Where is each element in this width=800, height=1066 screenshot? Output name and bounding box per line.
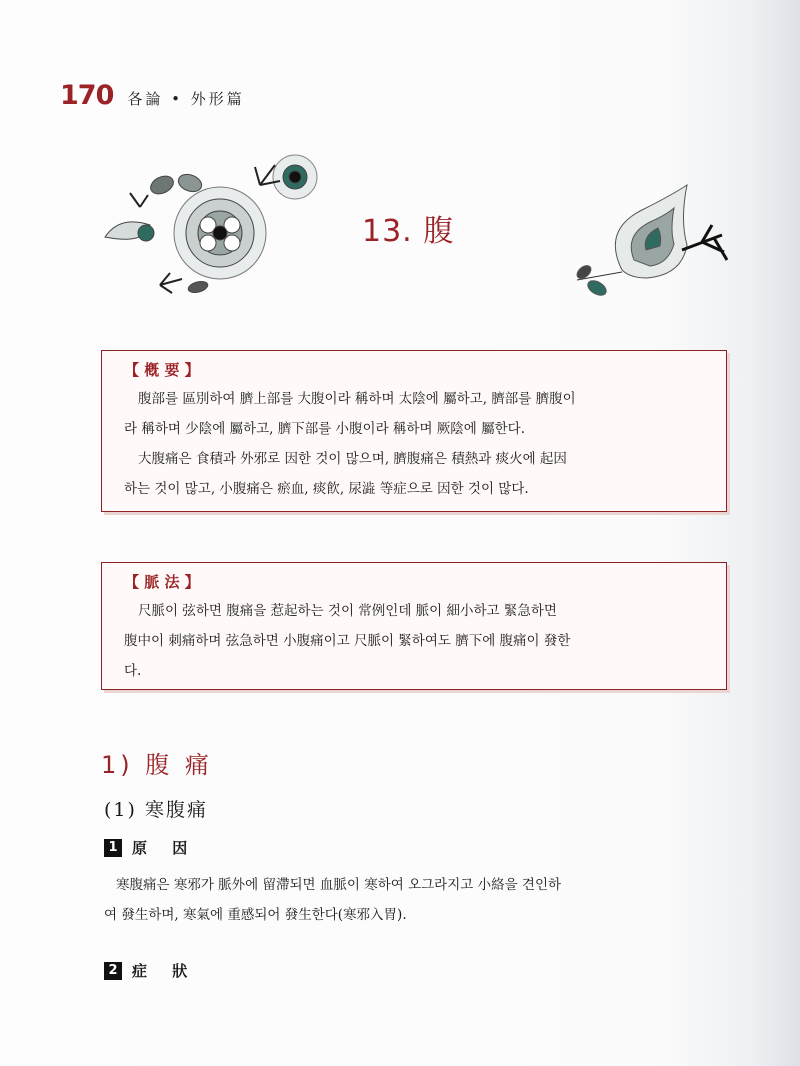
running-title: 各論 • 外形篇 [127,90,245,108]
subsection-heading: (1) 寒腹痛 [104,799,208,821]
overview-paragraph: 하는 것이 많고, 小腹痛은 瘀血, 痰飮, 尿澁 等症으로 因한 것이 많다. [124,481,529,497]
number-badge: 1 [104,839,122,857]
paisley-ornament-right [562,180,732,305]
pulse-paragraph: 尺脈이 弦하면 腹痛을 惹起하는 것이 常例인데 脈이 細小하고 緊急하면 [138,603,557,619]
chapter-title: 13. 腹 [362,214,455,249]
item-heading-symptoms [104,960,197,981]
body-line: 寒腹痛은 寒邪가 脈外에 留滯되면 血脈이 寒하여 오그라지고 小絡을 견인하 [116,877,562,893]
cause-body-text [104,870,730,930]
pulse-method-box [101,562,727,690]
overview-box-title: 【 槪 要 】 [124,361,200,379]
section-heading: 1) 腹 痛 [101,751,213,779]
overview-paragraph: 大腹痛은 食積과 外邪로 因한 것이 많으며, 臍腹痛은 積熱과 痰火에 起因 [138,451,567,467]
pulse-paragraph: 腹中이 刺痛하며 弦急하면 小腹痛이고 尺脈이 緊하여도 臍下에 腹痛이 發한 [124,633,571,649]
overview-paragraph: 腹部를 區別하여 臍上部를 大腹이라 稱하며 太陰에 屬하고, 臍部를 臍腹이 [138,391,576,407]
pulse-paragraph: 다. [124,663,142,679]
number-badge: 2 [104,962,122,980]
item-heading-cause [104,837,197,858]
floral-ornament-left [100,145,330,295]
running-head [60,80,245,111]
pulse-box-title: 【 脈 法 】 [124,573,200,591]
overview-paragraph: 라 稱하며 少陰에 屬하고, 臍下部를 小腹이라 稱하며 厥陰에 屬한다. [124,421,525,437]
item-label: 原 因 [132,839,198,857]
body-line: 여 發生하며, 寒氣에 重感되어 發生한다(寒邪入胃). [104,907,407,923]
item-label: 症 狀 [132,962,198,980]
overview-box [101,350,727,512]
page-number: 170 [60,80,114,111]
